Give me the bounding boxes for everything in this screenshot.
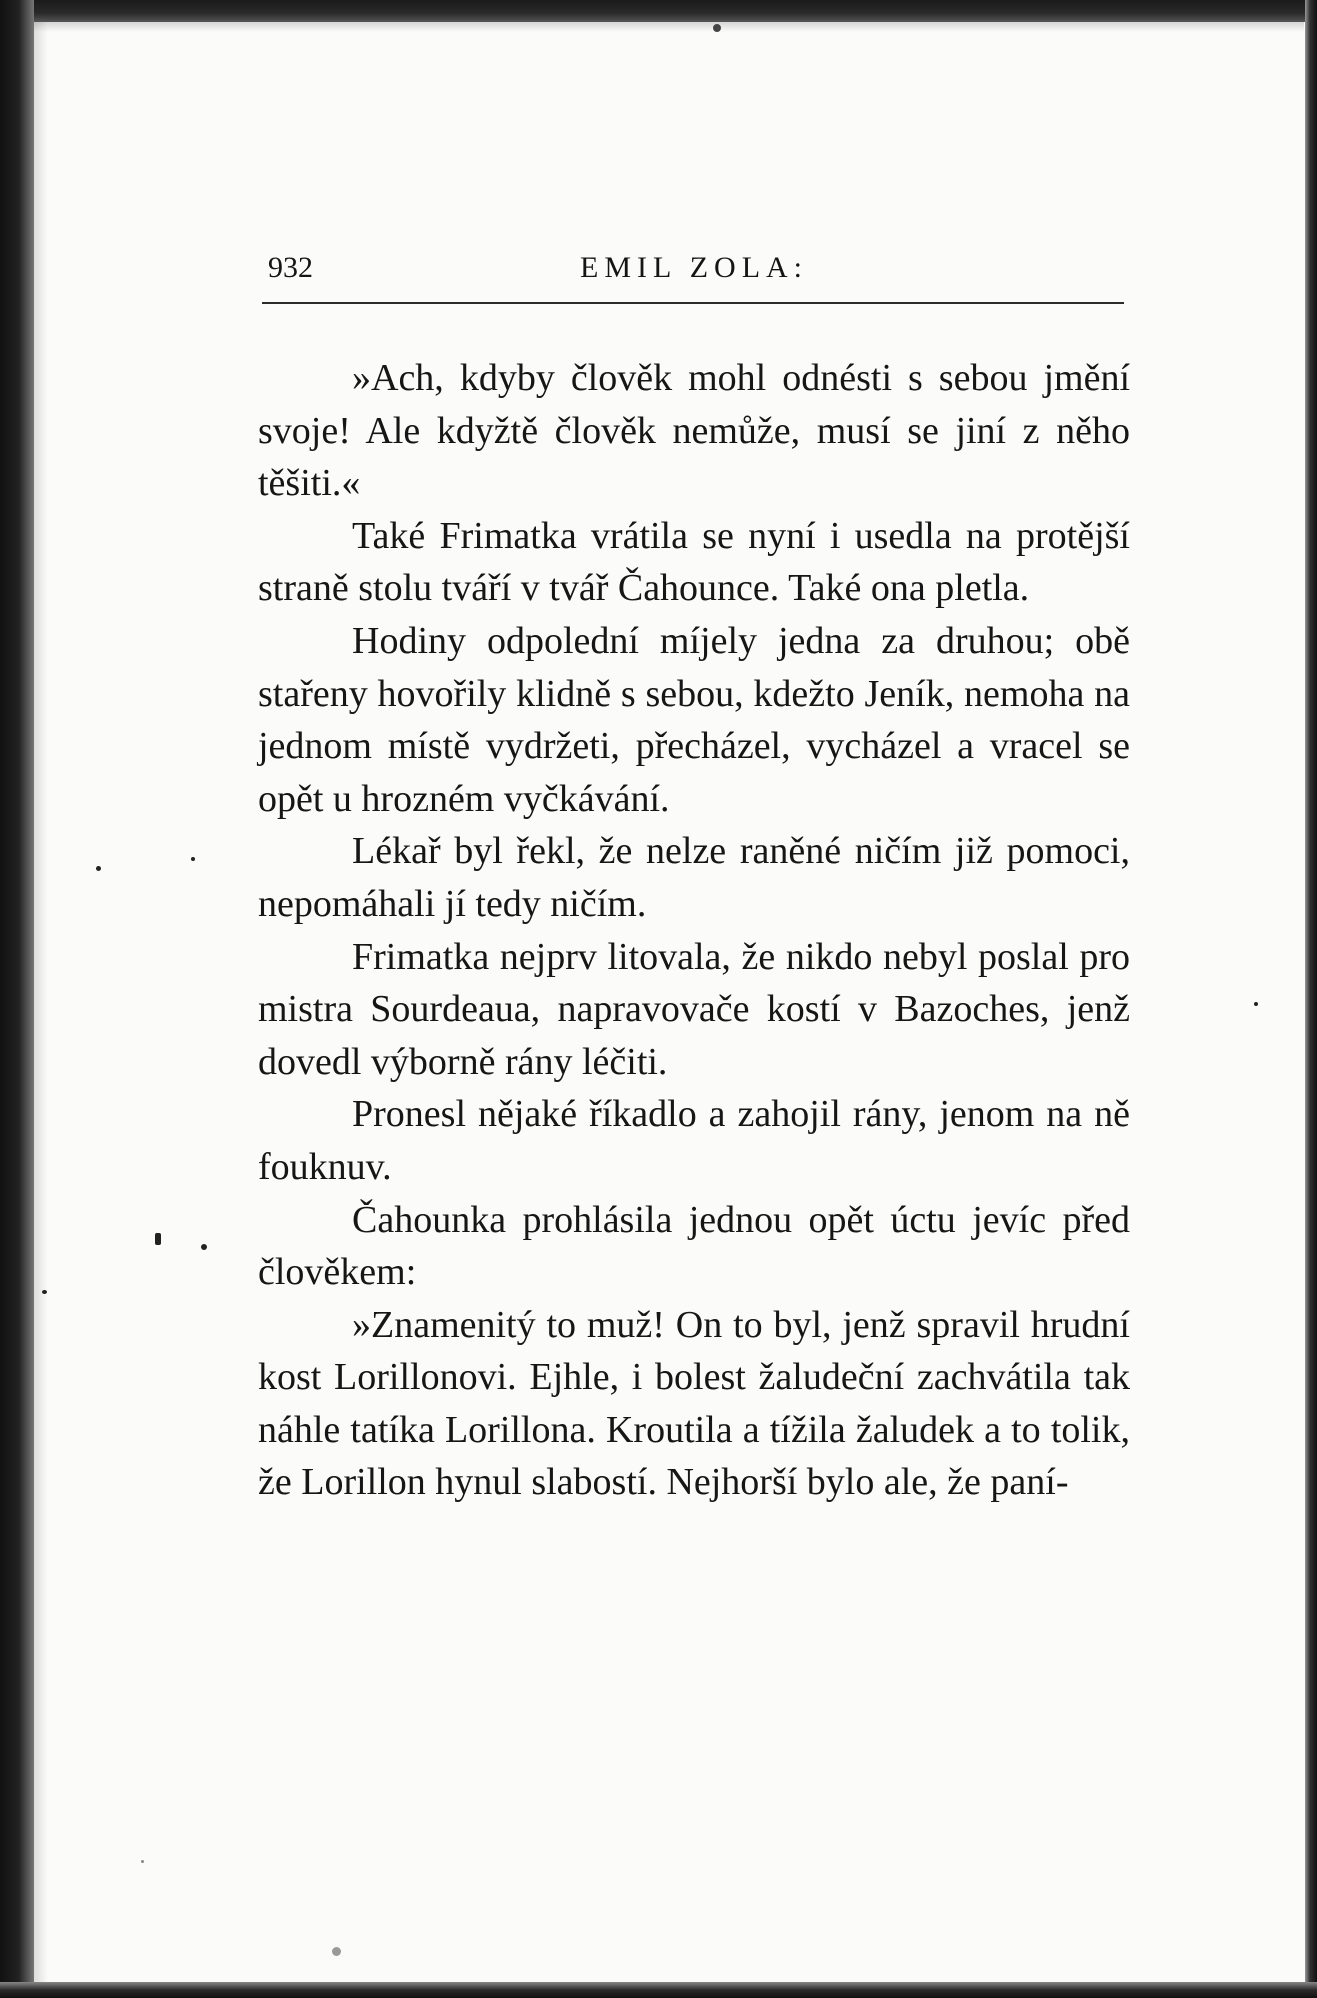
scan-speck xyxy=(1254,1002,1258,1006)
running-head xyxy=(262,245,1124,289)
page-number: 932 xyxy=(268,251,313,284)
paragraph: Čahounka prohlásila jednou opět úctu jevíc před člověkem: xyxy=(258,1198,1130,1294)
scan-speck xyxy=(42,1290,47,1294)
paragraph: Lékař byl řekl, že nelze raněné ničím již pomoci, nepomáhali jí tedy ničím. xyxy=(258,830,1130,925)
paragraph: »Ach, kdyby člověk mohl odnésti s sebou jmění svoje! Ale kdyžtě člověk nemůže, musí se jiní z něho těšiti.« xyxy=(258,357,1130,505)
scan-border-top xyxy=(0,0,1317,22)
scan-border-bottom xyxy=(0,1982,1317,1998)
body-text xyxy=(258,352,1130,1509)
scan-speck xyxy=(201,1244,207,1250)
scan-speck xyxy=(713,24,721,32)
paragraph: Pronesl nějaké říkadlo a zahojil rány, jenom na ně fouknuv. xyxy=(258,1093,1130,1188)
paragraph: Hodiny odpolední míjely jedna za druhou; obě stařeny hovořily klidně s sebou, kdežto Jeník, nemoha na jednom místě vydržeti, přecházel, vycházel a vracel se opět u hrozném vyčkávání. xyxy=(258,619,1130,820)
scan-speck xyxy=(96,866,101,871)
running-title: EMIL ZOLA: xyxy=(580,251,809,284)
paragraph: Frimatka nejprv litovala, že nikdo nebyl poslal pro mistra Sourdeauа, napravovače kostí v Bazoches, jenž dovedl výborně rány léčiti. xyxy=(258,935,1130,1083)
page-shadow-top xyxy=(34,22,1304,32)
header-rule xyxy=(262,302,1124,304)
scan-border-left xyxy=(0,0,34,1998)
scan-speck xyxy=(191,857,195,861)
scan-speck xyxy=(155,1233,161,1245)
scan-speck xyxy=(141,1860,144,1863)
scan-border-right xyxy=(1305,0,1317,1998)
page-shadow-left xyxy=(34,22,48,1982)
scan-speck xyxy=(332,1947,341,1956)
paragraph: Také Frimatka vrátila se nyní i usedla na protější straně stolu tváří v tvář Čahounce. Také ona pletla. xyxy=(258,514,1130,610)
paragraph: »Znamenitý to muž! On to byl, jenž spravil hrudní kost Lorillonovi. Ejhle, i bolest žaludeční zachvátila tak náhle tatíka Lorillona. Kroutila a tížila žaludek a to tolik, že Lorillon hynul slabostí. Nejhorší bylo ale, že paní- xyxy=(258,1303,1130,1504)
